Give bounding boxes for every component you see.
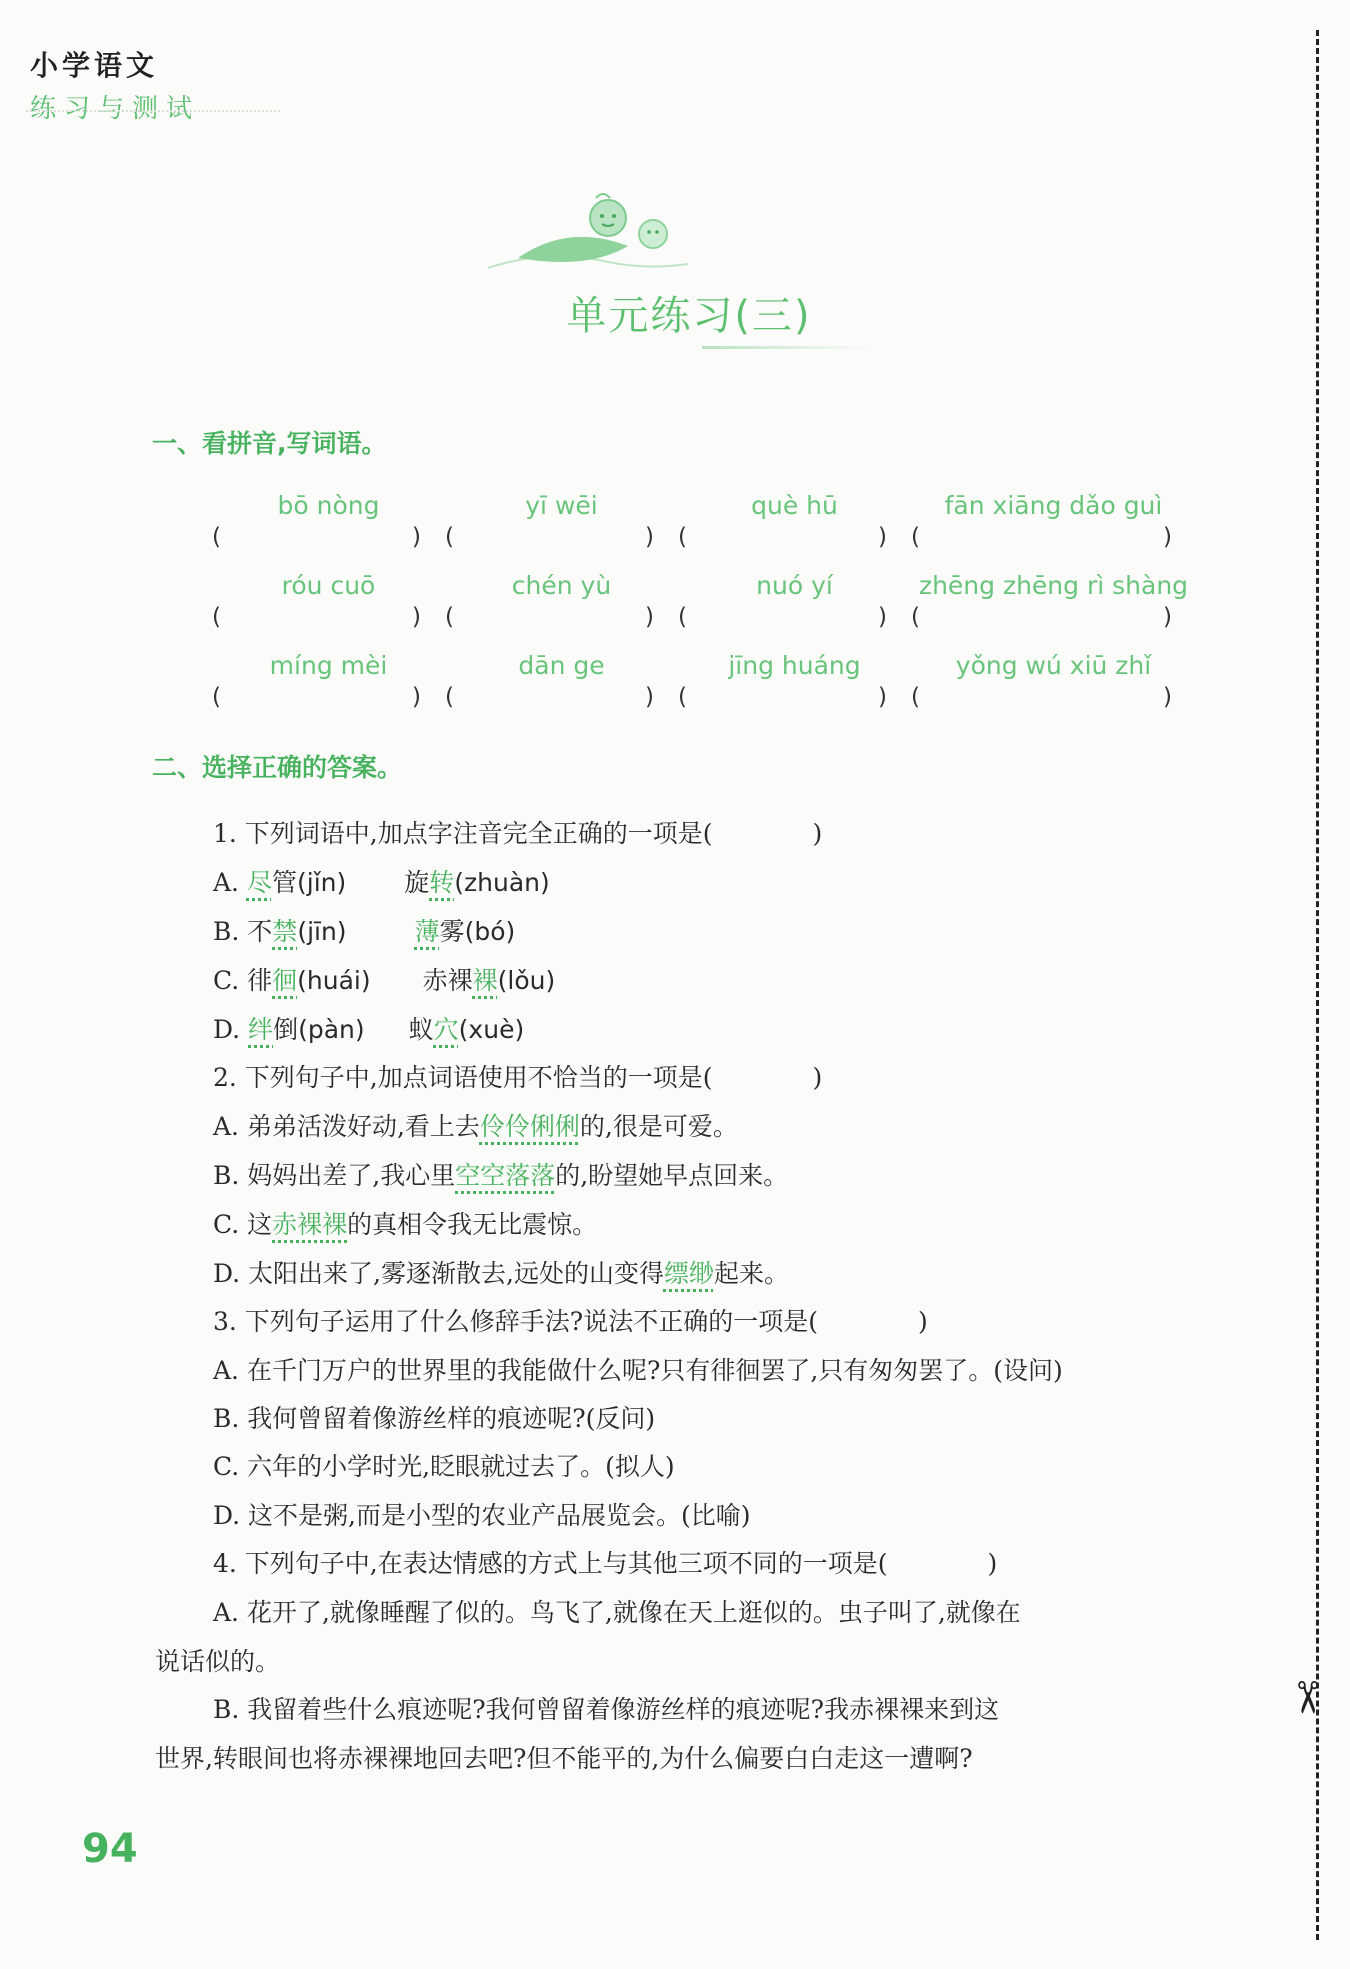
option-4a-line1[interactable]: A. 花开了,就像睡醒了似的。鸟飞了,就像在天上逛似的。虫子叫了,就像在 <box>213 1598 1021 1627</box>
book-header <box>30 44 200 125</box>
title-underline <box>702 346 872 349</box>
option-2c[interactable]: C. 这赤裸裸的真相令我无比震惊。 <box>213 1210 598 1239</box>
pinyin-item <box>678 568 911 630</box>
pinyin-text: zhēng zhēng rì shàng <box>918 571 1189 600</box>
option-1b[interactable]: B. 不禁(jīn) 薄雾(bó) <box>213 917 516 946</box>
pinyin-text: yī wēi <box>525 491 598 520</box>
pinyin-item <box>445 568 678 630</box>
pinyin-text: dān ge <box>518 651 605 680</box>
option-3c[interactable]: C. 六年的小学时光,眨眼就过去了。(拟人) <box>213 1452 675 1481</box>
pinyin-text: fān xiāng dǎo guì <box>944 491 1163 520</box>
option-3d[interactable]: D. 这不是粥,而是小型的农业产品展览会。(比喻) <box>213 1501 751 1530</box>
unit-title: 单元练习(三) <box>566 293 812 339</box>
answer-blank[interactable]: ( ) <box>445 604 654 630</box>
option-4a-line2[interactable]: 说话似的。 <box>155 1647 281 1676</box>
pinyin-item <box>212 568 445 630</box>
answer-blank[interactable]: ( ) <box>445 524 654 550</box>
pinyin-item <box>212 488 445 550</box>
option-4b-line1[interactable]: B. 我留着些什么痕迹呢?我何曾留着像游丝样的痕迹呢?我赤裸裸来到这 <box>213 1695 1000 1724</box>
pinyin-item <box>911 648 1196 710</box>
answer-blank[interactable]: ( ) <box>678 604 887 630</box>
pinyin-item <box>445 648 678 710</box>
option-2d[interactable]: D. 太阳出来了,雾逐渐散去,远处的山变得缥缈起来。 <box>213 1259 789 1288</box>
pinyin-text: míng mèi <box>269 651 388 680</box>
scissors-icon: ✂ <box>1280 1679 1332 1716</box>
book-title: 小学语文 <box>30 49 159 82</box>
answer-blank[interactable]: ( ) <box>911 524 1172 550</box>
section-heading-choice: 二、选择正确的答案。 <box>152 753 403 782</box>
option-2a[interactable]: A. 弟弟活泼好动,看上去伶伶俐俐的,很是可爱。 <box>213 1112 738 1141</box>
pinyin-item <box>212 648 445 710</box>
option-4b-line2[interactable]: 世界,转眼间也将赤裸裸地回去吧?但不能平的,为什么偏要白白走这一遭啊? <box>155 1744 973 1773</box>
book-subtitle: 练习与测试 <box>30 94 201 124</box>
answer-blank[interactable]: ( ) <box>678 684 887 710</box>
section-heading-pinyin: 一、看拼音,写词语。 <box>152 429 387 458</box>
page-number: 94 <box>82 1826 138 1872</box>
pinyin-text: chén yù <box>511 571 612 600</box>
answer-blank[interactable]: ( ) <box>911 684 1172 710</box>
pinyin-text: què hū <box>751 491 838 520</box>
pinyin-item <box>678 648 911 710</box>
header-divider <box>26 110 280 112</box>
option-3a[interactable]: A. 在千门万户的世界里的我能做什么呢?只有徘徊罢了,只有匆匆罢了。(设问) <box>213 1356 1063 1385</box>
pinyin-text: róu cuō <box>281 571 376 600</box>
option-3b[interactable]: B. 我何曾留着像游丝样的痕迹呢?(反问) <box>213 1404 656 1433</box>
question-3-stem: 3. 下列句子运用了什么修辞手法?说法不正确的一项是( ) <box>213 1307 928 1336</box>
pinyin-text: nuó yí <box>756 571 833 600</box>
pinyin-item <box>911 568 1196 630</box>
option-1c[interactable]: C. 徘徊(huái) 赤裸裸(lǒu) <box>213 966 556 995</box>
answer-blank[interactable]: ( ) <box>212 524 421 550</box>
answer-blank[interactable]: ( ) <box>212 604 421 630</box>
question-2-stem: 2. 下列句子中,加点词语使用不恰当的一项是( ) <box>213 1063 823 1092</box>
option-2b[interactable]: B. 妈妈出差了,我心里空空落落的,盼望她早点回来。 <box>213 1161 789 1190</box>
pinyin-item <box>445 488 678 550</box>
answer-blank[interactable]: ( ) <box>911 604 1172 630</box>
pinyin-text: jīng huáng <box>728 651 861 680</box>
pinyin-text: yǒng wú xiū zhǐ <box>955 651 1152 680</box>
question-1-stem: 1. 下列词语中,加点字注音完全正确的一项是( ) <box>213 819 823 848</box>
answer-blank[interactable]: ( ) <box>445 684 654 710</box>
option-1a[interactable]: A. 尽管(jǐn) 旋转(zhuàn) <box>213 868 550 897</box>
answer-blank[interactable]: ( ) <box>212 684 421 710</box>
pinyin-grid <box>212 488 1212 710</box>
pinyin-item <box>911 488 1196 550</box>
pinyin-text: bō nòng <box>277 491 380 520</box>
question-4-stem: 4. 下列句子中,在表达情感的方式上与其他三项不同的一项是( ) <box>213 1549 998 1578</box>
option-1d[interactable]: D. 绊倒(pàn) 蚁穴(xuè) <box>213 1015 525 1044</box>
cartoon-leaf-icon <box>478 188 698 278</box>
answer-blank[interactable]: ( ) <box>678 524 887 550</box>
pinyin-item <box>678 488 911 550</box>
